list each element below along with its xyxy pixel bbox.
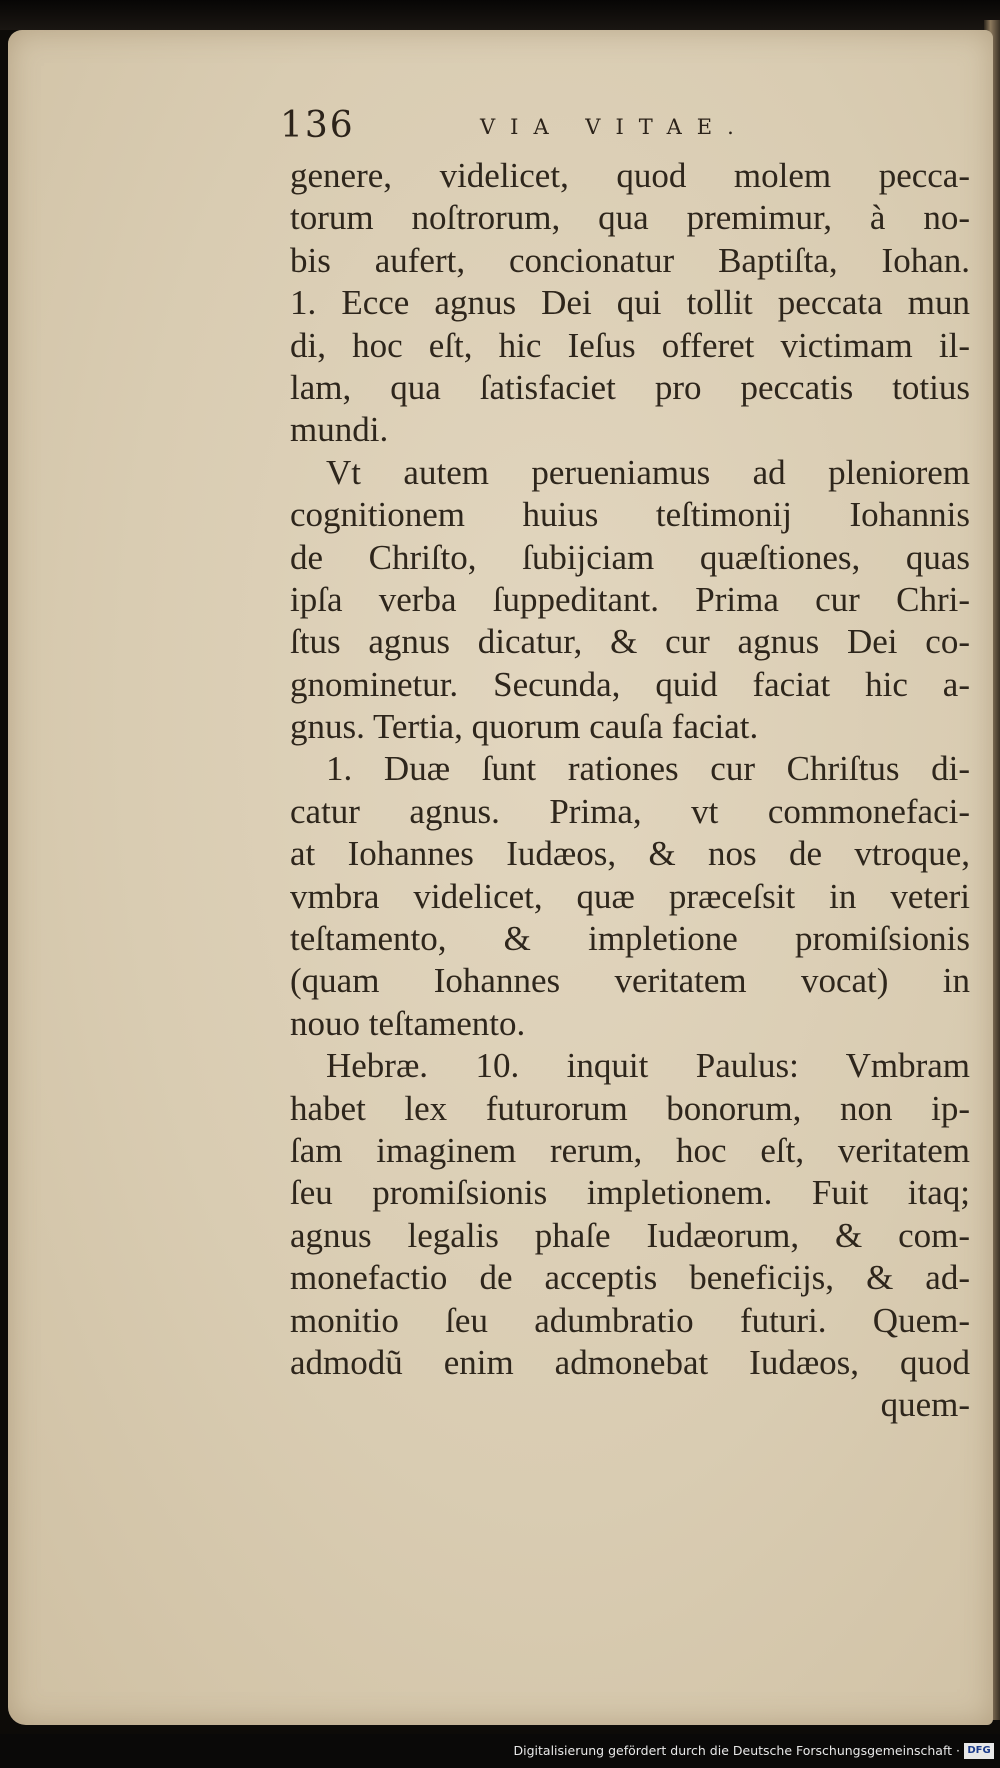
- text-line: catur agnus. Prima, vt commonefaci-: [290, 791, 970, 831]
- text-line: monefactio de acceptis beneficijs, & ad-: [290, 1258, 970, 1298]
- text-line: 1. Duæ ſunt rationes cur Chriſtus di-: [326, 749, 970, 789]
- text-line: vmbra videlicet, quæ præceſsit in veteri: [290, 876, 970, 916]
- text-line: de Chriſto, ſubijciam quæſtiones, quas: [290, 537, 970, 577]
- text-line: ipſa verba ſuppeditant. Prima cur Chri-: [290, 579, 970, 619]
- text-lines: [290, 155, 970, 1384]
- page-number: 136: [280, 105, 355, 146]
- text-line: bis aufert, concionatur Baptiſta, Iohan.: [290, 240, 970, 280]
- text-line: teſtamento, & impletione promiſsionis: [290, 919, 970, 959]
- text-line: Vt autem perueniamus ad pleniorem: [326, 452, 970, 492]
- text-line: genere, videlicet, quod molem pecca-: [290, 156, 970, 195]
- page-header: [280, 105, 800, 155]
- text-line: cognitionem huius teſtimonij Iohannis: [290, 495, 970, 535]
- funding-credit: Digitalisierung gefördert durch die Deutsche Forschungsgemeinschaft ·: [513, 1743, 960, 1758]
- text-line: agnus legalis phaſe Iudæorum, & com-: [290, 1215, 970, 1255]
- text-line: ſeu promiſsionis impletionem. Fuit itaq;: [290, 1173, 970, 1213]
- text-line: di, hoc eſt, hic Ieſus offeret victimam il-: [290, 325, 970, 365]
- text-line: nouo teſtamento.: [290, 1003, 526, 1043]
- text-line: torum noſtrorum, qua premimur, à no-: [290, 198, 970, 238]
- text-line: ſtus agnus dicatur, & cur agnus Dei co-: [290, 622, 970, 662]
- text-line: gnus. Tertia, quorum cauſa faciat.: [290, 707, 759, 747]
- text-line: gnominetur. Secunda, quid faciat hic a-: [290, 664, 970, 704]
- text-line: ſam imaginem rerum, hoc eſt, veritatem: [290, 1130, 970, 1170]
- catchword: quem-: [880, 1385, 970, 1425]
- text-line: mundi.: [290, 410, 389, 450]
- text-line: 1. Ecce agnus Dei qui tollit peccata mun: [290, 283, 970, 323]
- running-title: VIA VITAE.: [480, 115, 749, 139]
- text-line: (quam Iohannes veritatem vocat) in: [290, 961, 970, 1001]
- body-text: [290, 155, 970, 1427]
- footer-bar: [0, 1734, 1000, 1768]
- text-line: habet lex futurorum bonorum, non ip-: [290, 1088, 970, 1128]
- text-line: Hebræ. 10. inquit Paulus: Vmbram: [326, 1046, 970, 1086]
- dfg-logo: DFG: [964, 1743, 994, 1759]
- text-line: at Iohannes Iudæos, & nos de vtroque,: [290, 834, 970, 874]
- scan-top-border: [0, 0, 1000, 30]
- text-line: lam, qua ſatisfaciet pro peccatis totius: [290, 367, 970, 407]
- text-line: admodũ enim admonebat Iudæos, quod: [290, 1342, 970, 1382]
- text-line: monitio ſeu adumbratio futuri. Quem-: [290, 1300, 970, 1340]
